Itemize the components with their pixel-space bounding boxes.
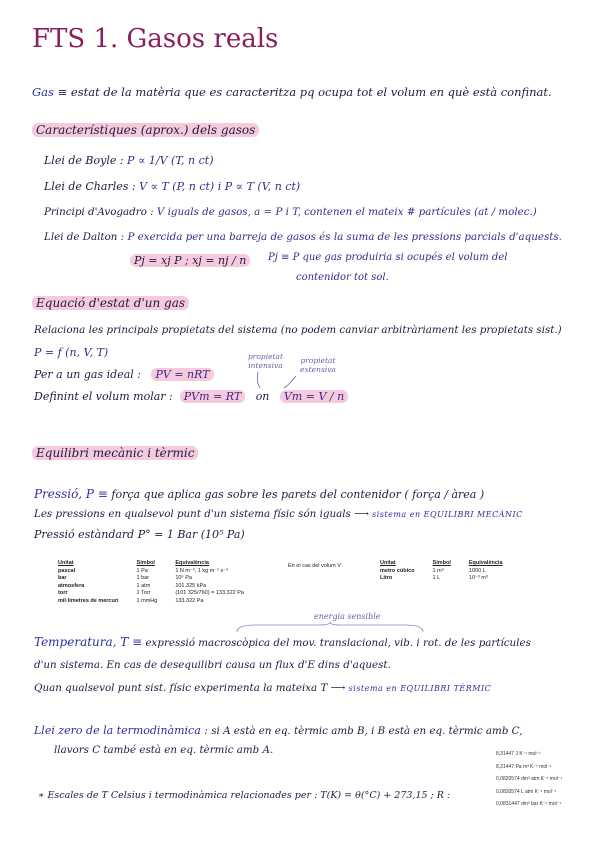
dalton-label: Llei de Dalton : bbox=[44, 231, 125, 243]
r-value: 8,31447 J K⁻¹ mol⁻¹ bbox=[496, 751, 541, 757]
standard-pressure: Pressió estàndard P° = 1 Bar (10⁵ Pa) bbox=[34, 528, 245, 541]
section-heading-characteristics bbox=[32, 123, 259, 137]
zeroth-law-text: si A està en eq. tèrmic amb B, i B està en eq. tèrmic amb C, bbox=[211, 725, 523, 737]
table-cell: 1 Torr bbox=[136, 590, 151, 596]
boyle-law bbox=[44, 154, 214, 167]
section-heading-state-equation bbox=[32, 296, 189, 310]
zeroth-law bbox=[34, 724, 522, 737]
gas-term: Gas bbox=[32, 85, 54, 99]
temperature-scales: ∗ Escales de T Celsius i termodinàmica relacionades per : T(K) = θ(°C) + 273,15 ; R : bbox=[38, 790, 451, 801]
gas-definition bbox=[32, 85, 552, 99]
thermal-eq-text: Quan qualsevol punt sist. físic experimenta la mateixa T ⟶ bbox=[34, 682, 346, 694]
note-extensive-1: propietat bbox=[300, 356, 336, 365]
page-title: FTS 1. Gasos reals bbox=[32, 24, 279, 54]
table-cell: 1 L bbox=[432, 575, 441, 581]
boyle-text: P ∝ 1/V (T, n ct) bbox=[127, 154, 214, 167]
table-cell: 1 bar bbox=[136, 575, 150, 581]
table-cell: 1 atm bbox=[136, 582, 151, 589]
thermal-eq-line bbox=[34, 682, 491, 694]
charles-law bbox=[44, 180, 300, 193]
table-header: Equivalència bbox=[468, 560, 503, 566]
table-cell: 1000 L bbox=[468, 567, 486, 574]
section-heading-text: Equilibri mecànic i tèrmic bbox=[32, 446, 198, 460]
dalton-formula bbox=[130, 254, 250, 267]
r-value: 8,31447 Pa m³ K⁻¹ mol⁻¹ bbox=[496, 763, 552, 770]
table-row bbox=[58, 590, 262, 598]
r-value: 0,0820574 dm³ atm K⁻¹ mol⁻¹ bbox=[496, 776, 563, 782]
table-cell: 1 m³ bbox=[432, 567, 444, 574]
state-function: P = f (n, V, T) bbox=[34, 346, 109, 359]
r-value: 0,0820574 L atm K⁻¹ mol⁻¹ bbox=[496, 788, 557, 795]
gas-constant-values bbox=[496, 748, 562, 811]
table-cell: mil·límetres de mercuri bbox=[58, 597, 119, 604]
boyle-label: Llei de Boyle : bbox=[44, 154, 124, 167]
avogadro-principle bbox=[44, 206, 537, 218]
energy-brace bbox=[235, 622, 425, 634]
section-heading-equilibrium bbox=[32, 446, 198, 460]
table-cell: 1 mmHg bbox=[136, 597, 158, 604]
table-row bbox=[380, 568, 521, 576]
annotation-arrows bbox=[250, 370, 310, 392]
charles-label: Llei de Charles : bbox=[44, 180, 136, 193]
dalton-note-1: Pj ≡ P que gas produiria si ocupés el volum del bbox=[268, 252, 508, 263]
table-row bbox=[58, 568, 262, 576]
temperature-term: Temperatura, T ≡ bbox=[34, 635, 143, 649]
table-header: Unitat bbox=[58, 560, 74, 566]
table-cell: 1 N m⁻², 1 kg m⁻¹ s⁻² bbox=[175, 567, 229, 574]
table-cell: bar bbox=[58, 575, 67, 581]
dalton-note-2: contenidor tot sol. bbox=[296, 272, 389, 283]
table-cell: pascal bbox=[58, 567, 76, 574]
pressure-units-table bbox=[58, 560, 262, 605]
table-cell: (101 325/760) = 133.322 Pa bbox=[175, 590, 244, 596]
table-cell: 10⁵ Pa bbox=[175, 575, 192, 581]
ideal-gas-label: Per a un gas ideal : bbox=[34, 368, 141, 381]
avogadro-text: V iguals de gasos, a = P i T, contenen el mateix # partícules (at / molec.) bbox=[156, 206, 537, 218]
volume-units-table bbox=[380, 560, 521, 583]
note-intensive bbox=[248, 352, 283, 370]
mechanical-eq-text: Les pressions en qualsevol punt d'un sistema físic són iguals ⟶ bbox=[34, 508, 369, 520]
avogadro-label: Principi d'Avogadro : bbox=[44, 206, 154, 218]
pressure-text: força que aplica gas sobre les parets del contenidor ( força / àrea ) bbox=[111, 488, 485, 501]
pressure-definition bbox=[34, 487, 484, 501]
table-cell: Litro bbox=[380, 575, 393, 581]
ideal-gas-line bbox=[34, 368, 214, 381]
note-intensive-2: intensiva bbox=[248, 361, 283, 370]
temperature-definition bbox=[34, 635, 531, 649]
molar-definition: Vm = V / n bbox=[280, 390, 348, 403]
table-cell: 133.322 Pa bbox=[175, 597, 204, 604]
r-value: 0,0831447 dm³ bar K⁻¹ mol⁻¹ bbox=[496, 801, 562, 807]
dalton-formula-text: Pj = xj P ; xj = nj / n bbox=[130, 254, 250, 267]
zeroth-law-term: Llei zero de la termodinàmica : bbox=[34, 724, 208, 737]
state-eq-line1: Relaciona les principals propietats del sistema (no podem canviar arbitràriament les propietats sist.) bbox=[34, 324, 562, 336]
dalton-text: P exercida per una barreja de gasos és la suma de les pressions parcials d'aquests. bbox=[127, 231, 562, 243]
temperature-line2: d'un sistema. En cas de desequilibri causa un flux d'E dins d'aquest. bbox=[34, 659, 391, 671]
section-heading-text: Característiques (aprox.) dels gasos bbox=[32, 123, 259, 137]
table-header: Símbol bbox=[136, 560, 155, 566]
state-eq-line2 bbox=[34, 346, 108, 359]
table-cell: atmosfera bbox=[58, 582, 85, 589]
zeroth-law-line2: llavors C també està en eq. tèrmic amb A. bbox=[54, 744, 274, 756]
note-intensive-1: propietat bbox=[248, 352, 284, 361]
table-header-row bbox=[380, 560, 521, 568]
table-cell: metro cúbico bbox=[380, 567, 415, 574]
temperature-text: expressió macroscòpica del mov. translacional, vib. i rot. de les partícules bbox=[145, 637, 531, 649]
table-header: Símbol bbox=[432, 560, 451, 566]
gas-definition-text: ≡ estat de la matèria que es caracteritza pq ocupa tot el volum en què està confinat. bbox=[57, 85, 552, 99]
section-heading-text: Equació d'estat d'un gas bbox=[32, 296, 189, 310]
pressure-term: Pressió, P ≡ bbox=[34, 487, 108, 501]
table-header-row bbox=[58, 560, 262, 568]
table-row bbox=[58, 583, 262, 591]
table-cell: 1 Pa bbox=[136, 567, 148, 574]
table-header: Equivalència bbox=[175, 560, 209, 566]
mechanical-eq-result: sistema en EQUILIBRI MECÀNIC bbox=[372, 510, 523, 519]
table-header: Unitat bbox=[380, 560, 396, 566]
table-cell: 10⁻³ m³ bbox=[468, 575, 488, 581]
table-cell: 101.325 kPa bbox=[175, 582, 207, 589]
molar-formula: PVm = RT bbox=[180, 390, 245, 403]
charles-text: V ∝ T (P, n ct) i P ∝ T (V, n ct) bbox=[139, 180, 301, 193]
table-row bbox=[58, 575, 262, 583]
note-extensive-2: extensiva bbox=[300, 365, 336, 374]
ideal-gas-formula: PV = nRT bbox=[151, 368, 213, 381]
table-cell: torr bbox=[58, 590, 68, 596]
dalton-law bbox=[44, 231, 562, 243]
energy-note: energia sensible bbox=[314, 612, 381, 621]
molar-label: Definint el volum molar : bbox=[34, 390, 173, 403]
thermal-eq-result: sistema en EQUILIBRI TÈRMIC bbox=[348, 684, 492, 693]
molar-on: on bbox=[255, 390, 270, 403]
table-row bbox=[58, 598, 262, 606]
mechanical-eq-line bbox=[34, 508, 523, 520]
volume-caption: En el cas del volum V bbox=[288, 563, 341, 569]
table-row bbox=[380, 575, 521, 583]
